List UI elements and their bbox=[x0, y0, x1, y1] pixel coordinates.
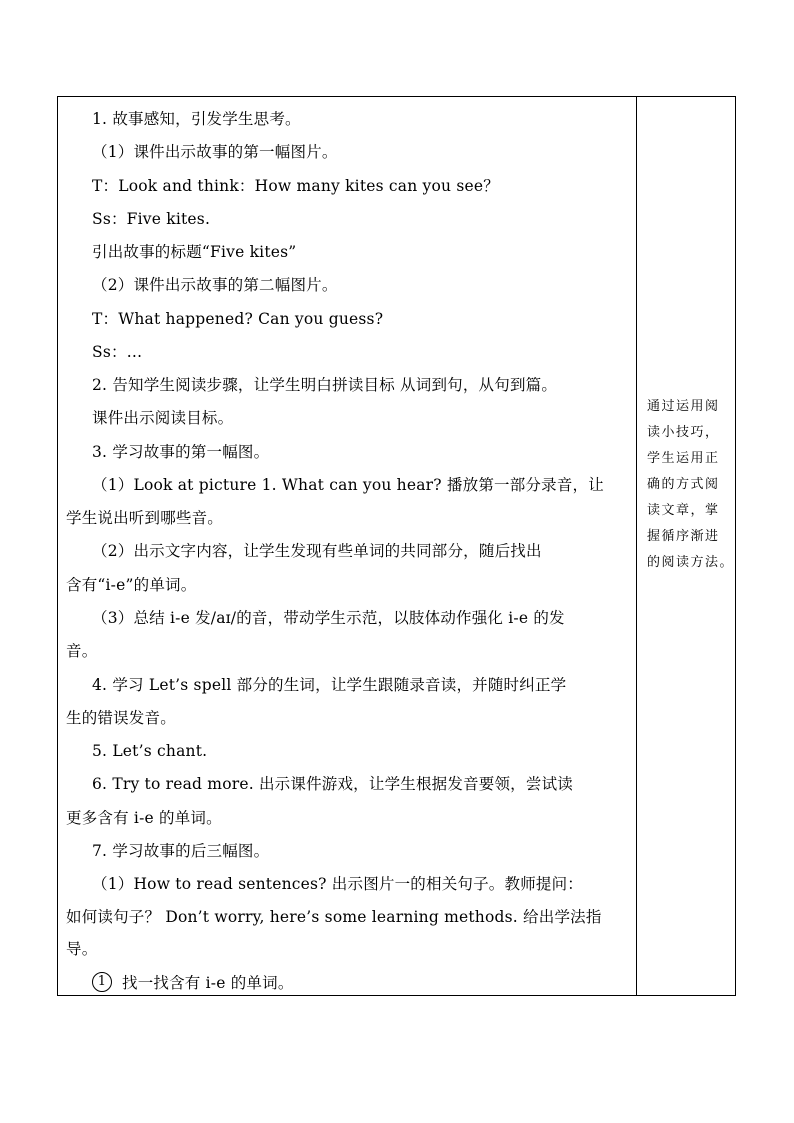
step-item bbox=[92, 973, 294, 994]
process-line: 3. 学习故事的第一幅图。 bbox=[92, 443, 270, 461]
lesson-plan-table bbox=[57, 96, 736, 996]
process-line: 4. 学习 Let’s spell 部分的生词，让学生跟随录音读，并随时纠正学 bbox=[92, 676, 567, 694]
process-line: T：What happened? Can you guess? bbox=[92, 310, 384, 328]
intent-line: 读文章，掌 bbox=[647, 503, 720, 518]
step-item-text: 找一找含有 i-e 的单词。 bbox=[122, 974, 294, 992]
process-line: 2. 告知学生阅读步骤，让学生明白拼读目标 从词到句，从句到篇。 bbox=[92, 376, 558, 394]
intent-line: 通过运用阅 bbox=[647, 399, 720, 414]
process-line: （1）Look at picture 1. What can you hear? 播放第一部分录音，让 bbox=[92, 476, 604, 494]
intent-line: 的阅读方法。 bbox=[647, 555, 735, 570]
process-line: 生的错误发音。 bbox=[66, 709, 176, 727]
process-line: Ss：… bbox=[92, 343, 143, 361]
process-line: 更多含有 i-e 的单词。 bbox=[66, 809, 222, 827]
intent-line: 确的方式阅 bbox=[647, 477, 720, 492]
process-line: 如何读句子？ Don’t worry, here’s some learning methods. 给出学法指 bbox=[66, 908, 602, 926]
process-line: （3）总结 i-e 发/aɪ/的音，带动学生示范，以肢体动作强化 i-e 的发 bbox=[92, 609, 565, 627]
process-line: （2）出示文字内容，让学生发现有些单词的共同部分，随后找出 bbox=[92, 542, 542, 560]
process-line: 课件出示阅读目标。 bbox=[92, 409, 234, 427]
process-line: （1）课件出示故事的第一幅图片。 bbox=[92, 143, 338, 161]
intent-line: 学生运用正 bbox=[647, 451, 720, 466]
process-line: 6. Try to read more. 出示课件游戏，让学生根据发音要领，尝试读 bbox=[92, 775, 573, 793]
design-intent-cell bbox=[637, 97, 736, 995]
circled-number: 1 bbox=[92, 972, 112, 992]
process-line: 1. 故事感知，引发学生思考。 bbox=[92, 110, 301, 128]
process-line: Ss：Five kites. bbox=[92, 210, 211, 228]
process-line: 导。 bbox=[66, 940, 98, 958]
intent-line: 握循序渐进 bbox=[647, 529, 720, 544]
process-line: （2）课件出示故事的第二幅图片。 bbox=[92, 276, 338, 294]
process-line: 引出故事的标题“Five kites” bbox=[92, 243, 297, 261]
intent-line: 读小技巧， bbox=[647, 425, 720, 440]
process-line: 学生说出听到哪些音。 bbox=[66, 509, 224, 527]
process-line: T：Look and think：How many kites can you see？ bbox=[92, 177, 499, 195]
process-line: （1）How to read sentences? 出示图片一的相关句子。教师提问： bbox=[92, 875, 584, 893]
process-line: 音。 bbox=[66, 642, 98, 660]
process-line: 5. Let’s chant. bbox=[92, 742, 208, 760]
process-line: 7. 学习故事的后三幅图。 bbox=[92, 842, 270, 860]
process-line: 含有“i-e”的单词。 bbox=[66, 576, 197, 594]
teaching-process-cell bbox=[58, 97, 636, 995]
